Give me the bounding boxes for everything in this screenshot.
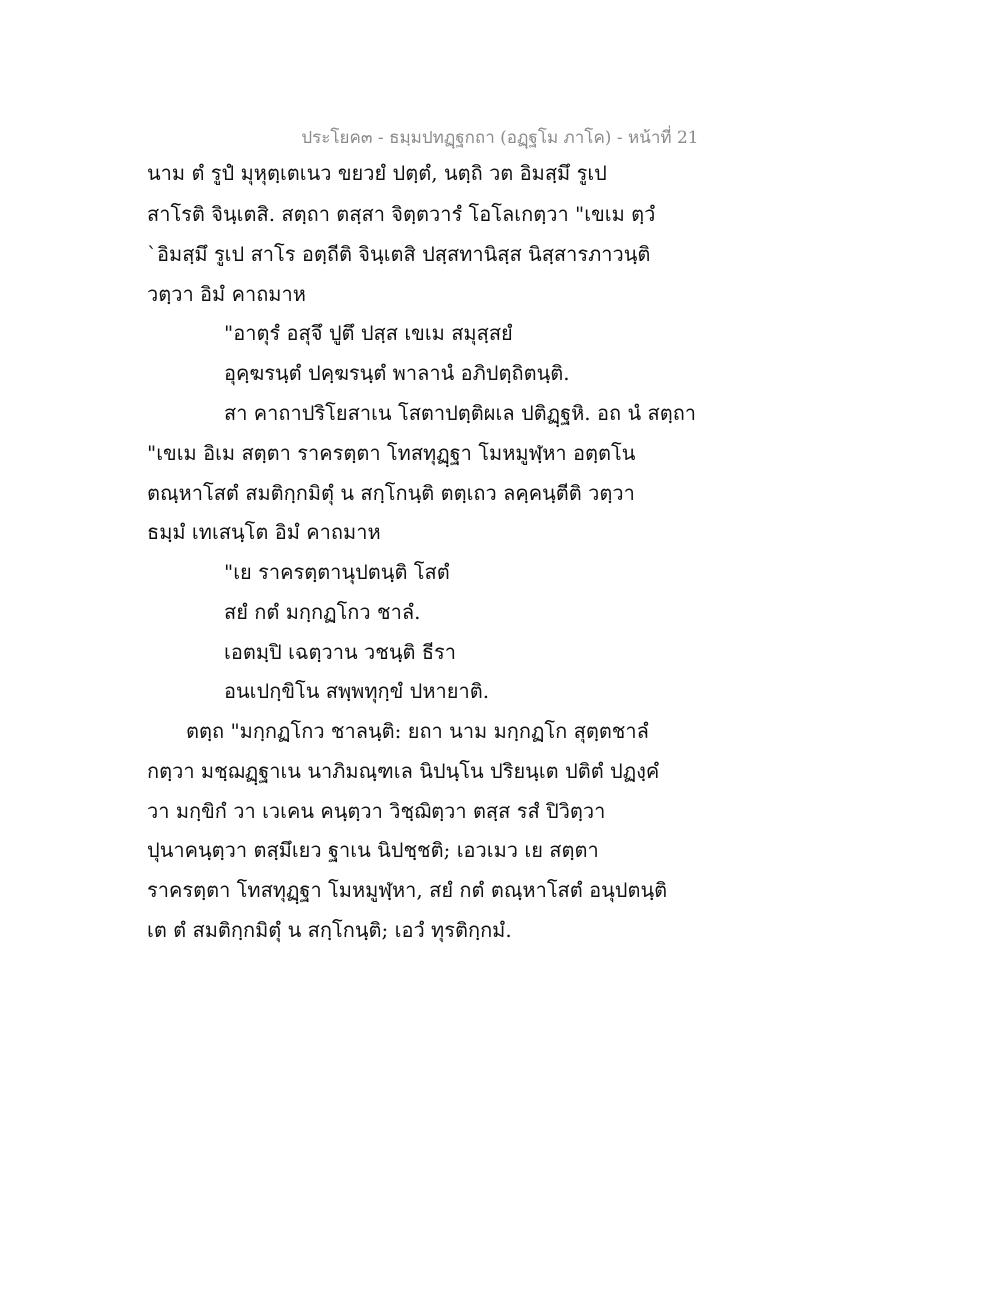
verse-line: เอตมฺปิ เฉตฺวาน วชนฺติ ธีรา <box>224 640 457 664</box>
text-line: สาโรติ จินฺเตสิ. สตฺถา ตสฺสา จิตฺตวารํ โอโลเกตฺวา "เขเม ตฺวํ <box>147 202 656 226</box>
page-header: ประโยค๓ - ธมฺมปทฏฺฐกถา (อฏฺฐโม ภาโค) - หน้าที่ 21 <box>301 128 699 148</box>
text-line: ตณฺหาโสตํ สมติกฺกมิตุํ น สกฺโกนฺติ ตตฺเถว ลคฺคนฺตีติ วตฺวา <box>147 481 635 505</box>
text-line: "เขเม อิเม สตฺตา ราครตฺตา โทสทุฏฺฐา โมหมูฬฺหา อตฺตโน <box>147 441 636 465</box>
text-line: ราครตฺตา โทสทุฏฺฐา โมหมูฬฺหา, สยํ กตํ ตณฺหาโสตํ อนุปตนฺติ <box>147 878 668 902</box>
text-line: วตฺวา อิมํ คาถมาห <box>147 282 306 306</box>
text-line: วา มกฺขิกํ วา เวเคน คนฺตฺวา วิชฺฌิตฺวา ตสฺส รสํ ปิวิตฺวา <box>147 799 606 823</box>
verse-line: สยํ กตํ มกฺกฏโกว ชาลํ. <box>224 600 421 624</box>
text-line: ปุนาคนฺตฺวา ตสฺมึเยว ฐาเน นิปชฺชติ; เอวเมว เย สตฺตา <box>147 838 599 862</box>
text-line: กตฺวา มชฺฌฏฺฐาเน นาภิมณฺฑเล นิปนฺโน ปริยนฺเต ปติตํ ปฏงฺคํ <box>147 759 660 783</box>
verse-line: "อาตุรํ อสุจึ ปูตึ ปสฺส เขเม สมุสฺสยํ <box>224 321 513 345</box>
text-line: ธมฺมํ เทเสนฺโต อิมํ คาถมาห <box>147 520 381 544</box>
text-line: สา คาถาปริโยสาเน โสตาปตฺติผเล ปติฏฺฐหิ. อถ นํ สตฺถา <box>224 401 697 425</box>
verse-line: อุคฺฆรนฺตํ ปคฺฆรนฺตํ พาลานํ อภิปตฺถิตนฺติ. <box>224 361 570 385</box>
verse-line: "เย ราครตฺตานุปตนฺติ โสตํ <box>224 560 450 584</box>
verse-line: อนเปกฺขิโน สพฺพทุกฺขํ ปหายาติ. <box>224 679 490 703</box>
text-line: นาม ตํ รูปํ มุหุตฺเตเนว ขยวยํ ปตฺตํ, นตฺถิ วต อิมสฺมึ รูเป <box>147 161 607 185</box>
text-line: `อิมสฺมึ รูเป สาโร อตฺถีติ จินฺเตสิ ปสฺสทานิสฺส นิสฺสารภาวนฺติ <box>147 242 651 266</box>
text-line: เต ตํ สมติกฺกมิตุํ น สกฺโกนฺติ; เอวํ ทุรติกฺกมํ. <box>147 918 512 942</box>
text-line: ตตฺถ "มกฺกฏโกว ชาลนฺติ: ยถา นาม มกฺกฏโก สุตฺตชาลํ <box>186 719 649 743</box>
